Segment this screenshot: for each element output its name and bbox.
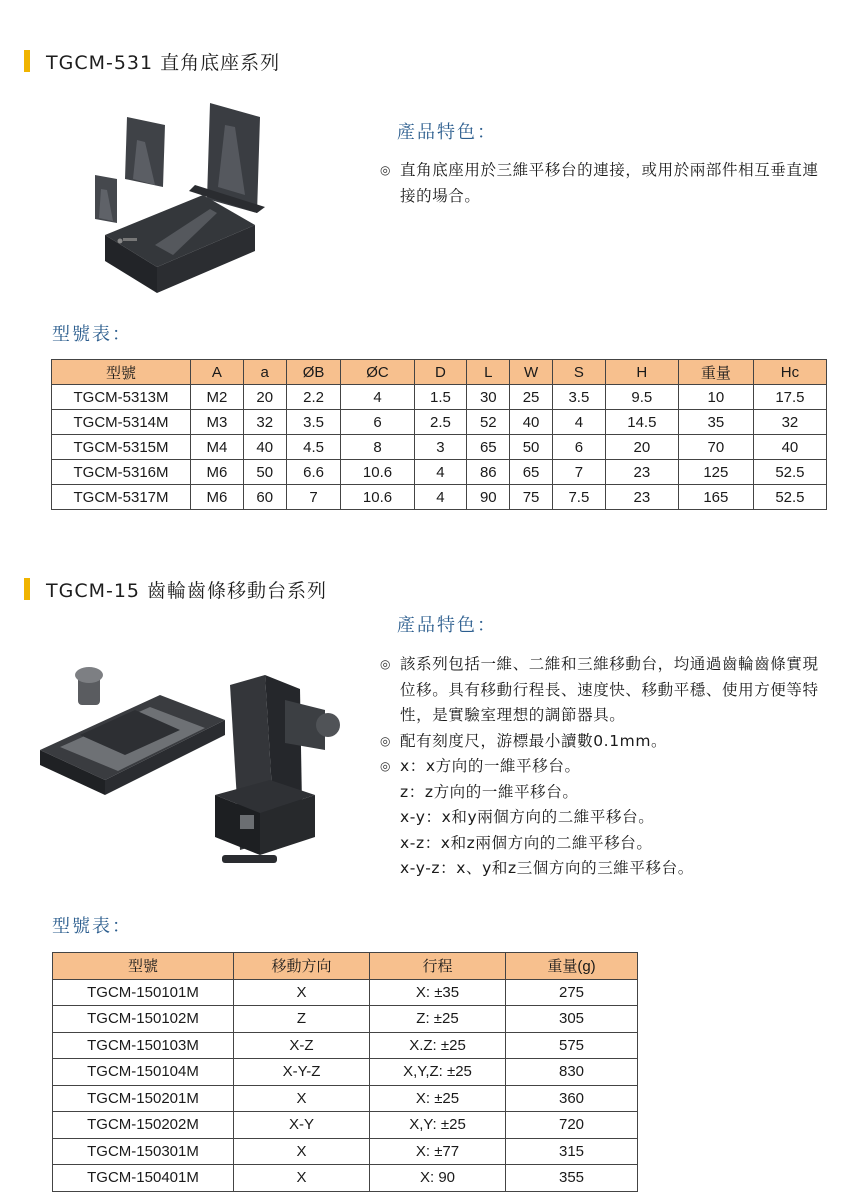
table-cell: X (234, 1085, 370, 1112)
spec-table-2 (52, 952, 638, 1192)
header-cell: 型號 (52, 360, 191, 385)
table-cell: X-Y-Z (234, 1059, 370, 1086)
header-cell: Hc (753, 360, 826, 385)
table-cell: 2.2 (286, 385, 341, 410)
table-cell: 50 (243, 460, 286, 485)
table-cell: TGCM-150102M (53, 1006, 234, 1033)
feature-item (380, 780, 828, 806)
table-cell: 305 (506, 1006, 638, 1033)
header-cell: 行程 (370, 953, 506, 980)
header-cell: 重量(g) (506, 953, 638, 980)
bullet-icon: ◎ (380, 759, 392, 773)
features-list-1 (380, 158, 830, 209)
table-cell: 40 (243, 435, 286, 460)
table-cell: 7 (286, 485, 341, 510)
table-row (52, 385, 827, 410)
features-heading-1: 產品特色： (397, 122, 497, 143)
features-list-2 (380, 652, 828, 882)
table-row (53, 1138, 638, 1165)
table-cell: X: ±25 (370, 1085, 506, 1112)
feature-text: x-y：x和y兩個方向的二維平移台。 (400, 808, 655, 826)
table-cell: X.Z: ±25 (370, 1032, 506, 1059)
table-cell: 4.5 (286, 435, 341, 460)
table-cell: 8 (341, 435, 414, 460)
table-cell: 4 (414, 485, 467, 510)
table-cell: X,Y,Z: ±25 (370, 1059, 506, 1086)
header-cell: D (414, 360, 467, 385)
table-cell: 275 (506, 979, 638, 1006)
table-cell: X: ±35 (370, 979, 506, 1006)
table-cell: 52.5 (753, 460, 826, 485)
section-2-title (24, 575, 327, 603)
table-cell: TGCM-5315M (52, 435, 191, 460)
feature-text: 直角底座用於三維平移台的連接，或用於兩部件相互垂直連接的場合。 (400, 161, 819, 205)
table-cell: 2.5 (414, 410, 467, 435)
table-cell: 315 (506, 1138, 638, 1165)
feature-text: z：z方向的一維平移台。 (400, 782, 579, 801)
table-cell: 360 (506, 1085, 638, 1112)
feature-text: 配有刻度尺，游標最小讀數0.1mm。 (400, 731, 668, 750)
table-cell: 10.6 (341, 485, 414, 510)
feature-item (380, 856, 828, 882)
models-heading-1: 型號表： (52, 324, 132, 345)
table-cell: 10 (678, 385, 753, 410)
table-cell: X-Z (234, 1032, 370, 1059)
table-row (52, 410, 827, 435)
table-cell: X: 90 (370, 1165, 506, 1192)
table-cell: 4 (552, 410, 605, 435)
table-cell: 90 (467, 485, 510, 510)
table-cell: TGCM-150201M (53, 1085, 234, 1112)
accent-bar (24, 578, 30, 600)
table-cell: 125 (678, 460, 753, 485)
spec-table-1 (51, 359, 827, 510)
table-row (53, 979, 638, 1006)
table-cell: X: ±77 (370, 1138, 506, 1165)
table-cell: 20 (243, 385, 286, 410)
header-cell: H (605, 360, 678, 385)
table-cell: 720 (506, 1112, 638, 1139)
table-row (53, 1112, 638, 1139)
rack-pinion-stage-photo (40, 655, 370, 885)
table-row (52, 460, 827, 485)
table-cell: 7.5 (552, 485, 605, 510)
table-cell: 6.6 (286, 460, 341, 485)
table-cell: 3.5 (286, 410, 341, 435)
header-cell: W (510, 360, 553, 385)
table-cell: TGCM-150104M (53, 1059, 234, 1086)
table-cell: 60 (243, 485, 286, 510)
table-cell: TGCM-150103M (53, 1032, 234, 1059)
feature-item (380, 652, 828, 729)
header-cell: 重量 (678, 360, 753, 385)
table-cell: 575 (506, 1032, 638, 1059)
table-row (53, 1165, 638, 1192)
table-cell: X-Y (234, 1112, 370, 1139)
feature-text: x-z：x和z兩個方向的二維平移台。 (400, 833, 653, 852)
table-cell: 355 (506, 1165, 638, 1192)
table-cell: X,Y: ±25 (370, 1112, 506, 1139)
header-cell: ØC (341, 360, 414, 385)
table-cell: 830 (506, 1059, 638, 1086)
table-cell: 9.5 (605, 385, 678, 410)
table-cell: 50 (510, 435, 553, 460)
table-cell: TGCM-5314M (52, 410, 191, 435)
table-cell: TGCM-150401M (53, 1165, 234, 1192)
table-cell: 10.6 (341, 460, 414, 485)
table-cell: 40 (510, 410, 553, 435)
feature-text: x-y-z：x、y和z三個方向的三維平移台。 (400, 859, 694, 877)
feature-item (380, 158, 830, 209)
table-cell: TGCM-5313M (52, 385, 191, 410)
table-cell: X (234, 979, 370, 1006)
feature-item (380, 831, 828, 857)
table-cell: M4 (191, 435, 244, 460)
models-heading-2: 型號表： (52, 916, 132, 937)
table-cell: 23 (605, 485, 678, 510)
right-angle-bracket-photo (85, 95, 290, 305)
table-cell: 4 (414, 460, 467, 485)
table-row (53, 1059, 638, 1086)
table-cell: 6 (341, 410, 414, 435)
header-cell: L (467, 360, 510, 385)
bullet-icon: ◎ (380, 163, 392, 177)
table-cell: M2 (191, 385, 244, 410)
table-row (53, 1006, 638, 1033)
section-1-title (24, 47, 280, 75)
table-cell: 40 (753, 435, 826, 460)
table-cell: Z: ±25 (370, 1006, 506, 1033)
feature-item (380, 805, 828, 831)
section-1-title-text: TGCM-531 直角底座系列 (46, 51, 281, 74)
bullet-icon: ◎ (380, 657, 392, 671)
header-cell: a (243, 360, 286, 385)
table-cell: TGCM-150301M (53, 1138, 234, 1165)
table-cell: TGCM-150202M (53, 1112, 234, 1139)
feature-text: 該系列包括一維、二維和三維移動台，均通過齒輪齒條實現位移。具有移動行程長、速度快、移動平穩、使用方便等特性，是實驗室理想的調節器具。 (400, 655, 819, 724)
table-cell: 3.5 (552, 385, 605, 410)
features-heading-2: 產品特色： (397, 615, 497, 636)
table-cell: 7 (552, 460, 605, 485)
accent-bar (24, 50, 30, 72)
table-row (52, 485, 827, 510)
feature-item (380, 729, 828, 755)
table-cell: 65 (467, 435, 510, 460)
table-cell: 75 (510, 485, 553, 510)
table-cell: 20 (605, 435, 678, 460)
table-cell: X (234, 1138, 370, 1165)
section-2-title-text: TGCM-15 齒輪齒條移動台系列 (46, 579, 328, 602)
table-row (53, 1085, 638, 1112)
header-cell: S (552, 360, 605, 385)
table-cell: 65 (510, 460, 553, 485)
table-cell: 17.5 (753, 385, 826, 410)
header-cell: 移動方向 (234, 953, 370, 980)
table-cell: X (234, 1165, 370, 1192)
table-cell: TGCM-5317M (52, 485, 191, 510)
table-cell: 6 (552, 435, 605, 460)
table-cell: M6 (191, 460, 244, 485)
table-cell: 25 (510, 385, 553, 410)
table-cell: 4 (341, 385, 414, 410)
table-cell: 52 (467, 410, 510, 435)
table-cell: TGCM-5316M (52, 460, 191, 485)
table-cell: 30 (467, 385, 510, 410)
header-cell: A (191, 360, 244, 385)
table-cell: 32 (243, 410, 286, 435)
table-cell: 1.5 (414, 385, 467, 410)
table-cell: 14.5 (605, 410, 678, 435)
table-cell: 52.5 (753, 485, 826, 510)
feature-item (380, 754, 828, 780)
feature-text: x：x方向的一維平移台。 (400, 757, 581, 775)
table-cell: 70 (678, 435, 753, 460)
header-cell: 型號 (53, 953, 234, 980)
table-cell: 165 (678, 485, 753, 510)
bullet-icon: ◎ (380, 733, 392, 748)
table-cell: TGCM-150101M (53, 979, 234, 1006)
table-cell: M3 (191, 410, 244, 435)
table-cell: 35 (678, 410, 753, 435)
table-row (53, 1032, 638, 1059)
header-cell: ØB (286, 360, 341, 385)
table-header-row (53, 953, 638, 980)
table-header-row (52, 360, 827, 385)
table-cell: 23 (605, 460, 678, 485)
table-row (52, 435, 827, 460)
table-cell: M6 (191, 485, 244, 510)
table-cell: 86 (467, 460, 510, 485)
table-cell: Z (234, 1006, 370, 1033)
table-cell: 3 (414, 435, 467, 460)
table-cell: 32 (753, 410, 826, 435)
